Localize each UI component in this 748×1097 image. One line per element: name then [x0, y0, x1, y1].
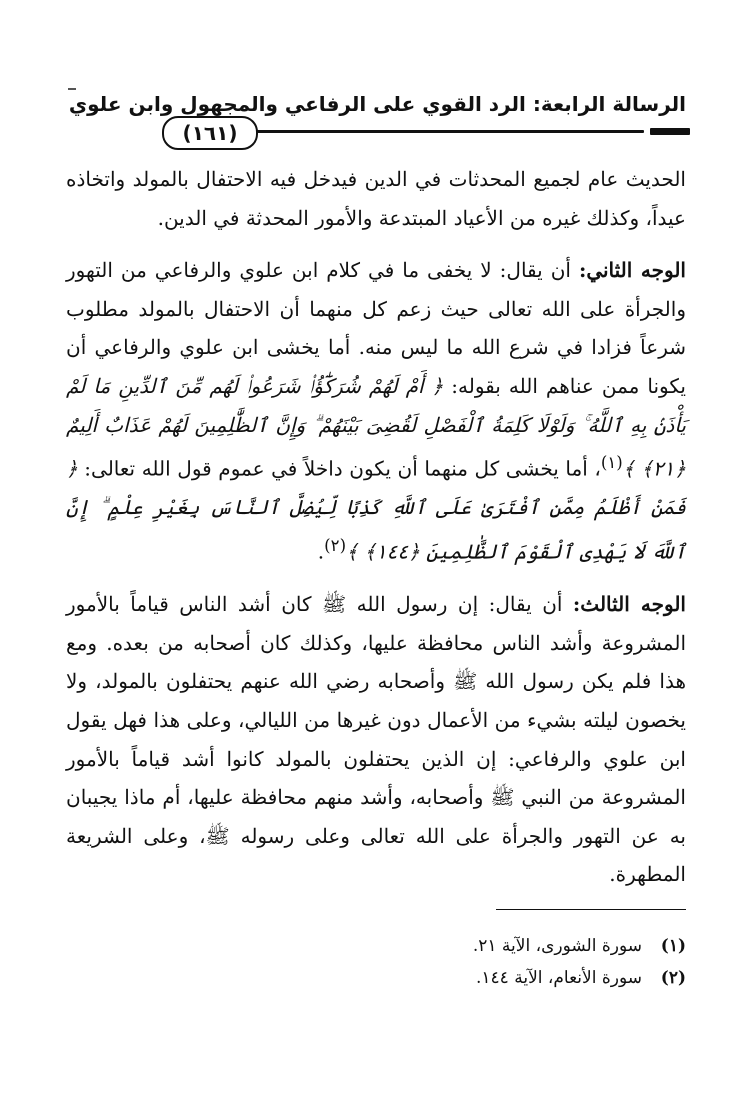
paragraph-3-heading: الوجه الثالث: — [572, 592, 686, 617]
footnote-1-text: سورة الشورى، الآية ٢١. — [472, 936, 642, 956]
quran-verse-2: ﴿ فَمَنْ أَظْلَمُ مِمَّنِ ٱفْتَرَىٰ عَلَى ٱللَّهِ كَذِبًا لِّيُضِلَّ ٱلنَّاسَ بِغَيْرِ عِلْمٍ ۗ إِنَّ ٱللَّهَ لَا يَهْدِى ٱلْقَوْمَ ٱلظَّٰلِمِينَ ﴿١٤٤﴾ ﴾ — [66, 456, 686, 564]
header-rule-right — [650, 128, 690, 135]
paragraph-2-heading: الوجه الثاني: — [578, 258, 686, 283]
paragraph-2-mid: ، أما يخشى كل منهما أن يكون داخلاً في عموم قول الله تعالى: — [77, 456, 601, 481]
header-rule — [204, 128, 690, 134]
header-rule-line — [204, 130, 644, 133]
quran-verse-1: ﴿ أَمْ لَهُمْ شُرَكَٰٓؤُا۟ شَرَعُوا۟ لَهُم مِّنَ ٱلدِّينِ مَا لَمْ يَأْذَنۢ بِهِ ٱللَّهُ ۚ وَلَوْلَا كَلِمَةُ ٱلْفَصْلِ لَقُضِىَ بَيْنَهُمْ ۗ وَإِنَّ ٱلظَّٰلِمِينَ لَهُمْ عَذَابٌ أَلِيمٌ ﴿٢١﴾ ﴾ — [66, 373, 686, 481]
paragraph-2-text: أن يقال: لا يخفى ما في كلام ابن علوي والرفاعي من التهور والجرأة على الله تعالى حيث زعم كل منهما أن الاحتفال بالمولد مطلوب شرعاً فزادا في شرع الله ما ليس منه. أما يخشى ابن علوي والرفاعي أن يكونا ممن عناهم الله بقوله: — [66, 258, 686, 398]
stray-mark — [68, 88, 76, 90]
footnote-2-text: سورة الأنعام، الآية ١٤٤. — [476, 968, 642, 988]
paragraph-2 — [66, 251, 686, 571]
footnote-2-number: (٢) — [660, 968, 686, 988]
paragraph-2-end: . — [317, 539, 325, 564]
paragraph-3 — [66, 585, 686, 894]
paragraph-1: الحديث عام لجميع المحدثات في الدين فيدخل فيه الاحتفال بالمولد واتخاذه عيداً، وكذلك غيره من الأعياد المبتدعة والأمور المحدثة في الدين. — [66, 167, 686, 230]
footnote-1 — [66, 930, 686, 962]
footnote-2 — [66, 962, 686, 994]
footnote-1-number: (١) — [660, 936, 686, 956]
body-text — [66, 160, 686, 894]
footnote-rule — [496, 909, 686, 910]
footnotes — [66, 930, 686, 994]
running-title: الرسالة الرابعة: الرد القوي على الرفاعي والمجهول وابن علوي — [68, 92, 686, 116]
footnote-ref-2: (٢) — [324, 536, 347, 555]
paragraph-3-text: أن يقال: إن رسول الله ﷺ كان أشد الناس قياماً بالأمور المشروعة وأشد الناس محافظة عليها، وكذلك كان أصحابه من بعده. ومع هذا فلم يكن رسول الله ﷺ وأصحابه رضي الله عنهم يحتفلون بالمولد، ولا يخصون ليلته بشيء من الأعمال دون غيرها من الليالي، وعلى هذا فهل يقول ابن علوي والرفاعي: إن الذين يحتفلون بالمولد كانوا أشد قياماً بالأمور المشروعة من النبي ﷺ وأصحابه، وأشد منهم محافظة عليها، أم ماذا يجيبان به عن التهور والجرأة على الله تعالى وعلى رسوله ﷺ، وعلى الشريعة المطهرة. — [66, 592, 686, 887]
page-number: (١٦١) — [162, 116, 258, 150]
footnote-ref-1: (١) — [600, 453, 623, 473]
